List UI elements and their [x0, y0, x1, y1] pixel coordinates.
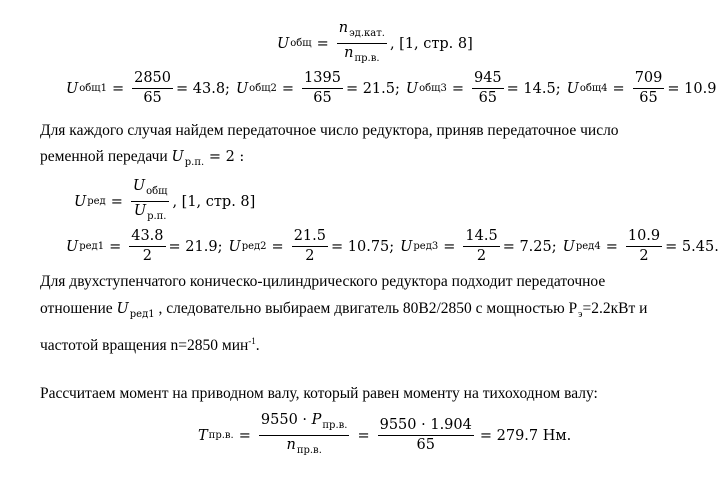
result: = 14.5;	[506, 80, 561, 97]
formula-term	[567, 70, 717, 107]
text-line	[40, 299, 647, 324]
numerator: 10.9	[626, 228, 662, 247]
text-line	[40, 147, 619, 172]
paragraph-gear-ratio	[40, 121, 619, 172]
equals-sign: =	[605, 238, 618, 255]
subscript: э	[578, 309, 583, 320]
text: частотой вращения n=2850 мин	[40, 337, 249, 354]
symbol-n: n	[338, 20, 349, 36]
fraction	[129, 228, 165, 265]
formula-term	[406, 70, 561, 107]
numerator: 1395	[302, 70, 343, 89]
subscript: ред	[87, 196, 106, 207]
formula-u-reducer-values	[66, 228, 725, 265]
result: = 21.9;	[168, 238, 223, 255]
subscript: эд.кат.	[349, 28, 385, 39]
numerator: 2850	[132, 70, 173, 89]
numerator: 21.5	[292, 228, 328, 247]
result: = 10.75;	[331, 238, 395, 255]
text: отношение	[40, 300, 117, 317]
denominator: 65	[639, 90, 658, 106]
result: = 5.45.	[665, 238, 719, 255]
subscript: ред1	[79, 241, 105, 252]
equals-sign: =	[443, 238, 456, 255]
formula-u-reducer	[74, 178, 255, 225]
superscript: -1	[248, 336, 256, 346]
symbol-u: U	[562, 238, 575, 255]
equals-sign: =	[316, 35, 329, 52]
formula-term	[66, 70, 230, 107]
denominator: 2	[142, 248, 152, 264]
numerator: 43.8	[129, 228, 165, 247]
subscript: общ2	[249, 83, 277, 94]
symbol-u: U	[235, 80, 249, 97]
result: = 43.8;	[176, 80, 230, 97]
subscript: р.п.	[184, 157, 205, 168]
text: , следовательно выбираем двигатель 80В2/2850 с мощностью Р	[154, 300, 578, 317]
reference: , [1, стр. 8]	[172, 193, 256, 210]
fraction	[302, 70, 343, 107]
symbol-u: U	[405, 80, 419, 97]
symbol-u: U	[228, 238, 241, 255]
text-line	[40, 332, 647, 355]
subscript: р.п.	[147, 211, 167, 222]
symbol-u: U	[400, 238, 413, 255]
numerator: 14.5	[463, 228, 499, 247]
text-line: Для каждого случая найдем передаточное число редуктора, приняв передаточное число	[40, 122, 619, 139]
symbol-u: U	[566, 80, 579, 97]
fraction	[378, 417, 474, 454]
subscript: общ1	[79, 83, 107, 94]
subscript: общ3	[419, 83, 447, 94]
denominator: 65	[313, 90, 332, 106]
result: = 7.25;	[502, 238, 557, 255]
denominator: 2	[476, 248, 487, 264]
equals-sign: =	[271, 238, 284, 255]
equals-sign: =	[111, 80, 125, 97]
formula-torque	[198, 412, 571, 459]
number: 9550 ·	[260, 412, 312, 428]
formula-term	[563, 228, 719, 265]
fraction	[292, 228, 328, 265]
equals-sign: =	[110, 193, 123, 210]
symbol-u: U	[171, 149, 184, 165]
subscript: общ	[290, 38, 312, 49]
formula-term	[66, 228, 222, 265]
symbol-p: P	[311, 412, 322, 428]
subscript: общ4	[579, 83, 608, 94]
denominator: 2	[305, 248, 315, 264]
symbol-u: U	[74, 193, 87, 210]
text: .	[255, 337, 260, 354]
fraction	[472, 70, 504, 107]
symbol-u: U	[277, 35, 290, 52]
denominator: 65	[478, 90, 498, 106]
symbol-n: n	[344, 45, 354, 61]
text: ременной передачи	[40, 148, 172, 165]
formula-u-total-values	[66, 70, 722, 107]
fraction	[633, 70, 665, 107]
paragraph-motor-selection	[40, 272, 647, 355]
equals-sign: =	[109, 238, 122, 255]
symbol-u: U	[116, 301, 129, 317]
paragraph-torque	[40, 384, 598, 403]
denominator: 65	[143, 90, 162, 106]
formula-term	[236, 70, 400, 107]
fraction	[337, 20, 387, 67]
formula-term	[400, 228, 556, 265]
symbol-n: n	[286, 437, 296, 453]
subscript: ред3	[413, 241, 439, 252]
subscript: пр.в.	[208, 430, 234, 441]
text-line: Рассчитаем момент на приводном валу, который равен моменту на тихоходном валу:	[40, 385, 598, 402]
numerator: 945	[472, 70, 504, 89]
reference: , [1, стр. 8]	[389, 35, 473, 52]
numerator: 9550 · 1.904	[378, 417, 474, 436]
subscript: пр.в.	[354, 53, 380, 64]
formula-u-total	[277, 20, 473, 67]
formula-term	[228, 228, 394, 265]
symbol-t: T	[198, 427, 208, 444]
result: = 10.9	[667, 80, 717, 97]
subscript: ред4	[575, 241, 601, 252]
subscript: пр.в.	[296, 445, 322, 456]
fraction	[259, 412, 350, 459]
fraction	[626, 228, 662, 265]
equals-sign: =	[281, 80, 295, 97]
equals-sign: =	[357, 427, 370, 444]
fraction	[132, 70, 173, 107]
subscript: ред2	[241, 241, 267, 252]
fraction	[463, 228, 499, 265]
symbol-u: U	[66, 80, 79, 97]
fraction: $\frac{U_{общ}}{U_{р.п.}}$	[132, 178, 168, 222]
equals-sign: =	[238, 427, 251, 444]
subscript: ред1	[129, 309, 155, 320]
denominator: 2	[639, 248, 649, 264]
symbol-u: U	[66, 238, 79, 255]
denominator: 65	[416, 437, 435, 453]
subscript: общ	[146, 186, 168, 197]
equals-sign: =	[451, 80, 464, 97]
equals-sign: =	[612, 80, 625, 97]
text: =2.2кВт и	[582, 300, 648, 317]
text-line: Для двухступенчатого коническо-цилиндрического редуктора подходит передаточное	[40, 273, 606, 290]
text: = 2 :	[204, 149, 245, 165]
subscript: пр.в.	[322, 420, 348, 431]
numerator: 709	[633, 70, 665, 89]
result: = 21.5;	[345, 80, 400, 97]
result: = 279.7 Нм.	[479, 427, 572, 444]
